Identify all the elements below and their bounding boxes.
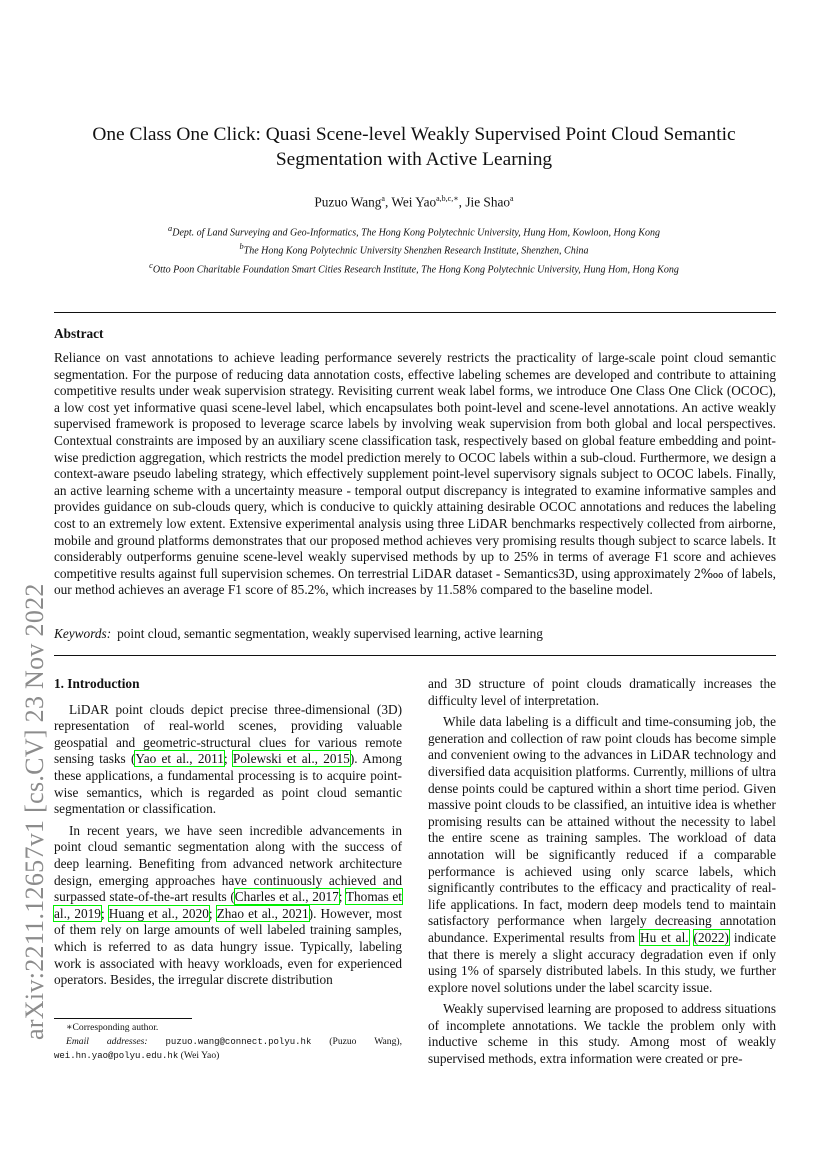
citation-link[interactable]: Yao et al., 2011 (135, 751, 224, 767)
citation-link[interactable]: Zhao et al., 2021 (216, 905, 309, 921)
paragraph: While data labeling is a difficult and time-consuming job, the generation and collection of raw point clouds has become simple and convenient owing to the advances in LiDAR technology and diversified data acquisition platforms. Currently, millions of ultra dense points could be captured within a short time period. Given massive point clouds to be classified, an intuitive idea is whether promising results can be attained without the necessity to label the entire scene as training samples. The workload of data annotation will be significantly reduced if a comparable performance is achieved using only scarce labels, which significantly contributes to the efficacy and practicality of real-life applications. In fact, modern deep models tend to maintain satisfactory performance when largely decreasing annotation abundance. Experimental results from Hu et al. (2022) indicate that there is merely a slight accuracy degradation even if only using 1% of sparsely distributed labels. In this study, we further explore novel solutions under the label scarcity issue. (428, 714, 776, 995)
citation-link[interactable]: Huang et al., 2020 (108, 905, 209, 921)
paragraph: LiDAR point clouds depict precise three-dimensional (3D) representation of real-world scenes, providing valuable geospatial and geometric-structural clues for various remote sensing tasks (Yao et al., 2011; Polewski et al., 2015). Among these applications, a fundamental processing is to acquire point-wise semantics, which is regarded as point cloud semantic segmentation or classification. (54, 701, 403, 817)
author-name: Puzuo Wang (314, 194, 382, 210)
abstract-body: Reliance on vast annotations to achieve leading performance severely restricts the practicality of large-scale point cloud semantic segmentation. For the purpose of reducing data annotation costs, effective labeling schemes are developed and contribute to attaining competitive results under weak supervision strategy. Revisiting current weak label forms, we introduce One Class One Click (OCOC), a low cost yet informative quasi scene-level label, which encapsulates both point-level and scene-level annotations. An active weakly supervised framework is proposed to leverage scarce labels by involving weak supervision from both global and local perspectives. Contextual constraints are imposed by an auxiliary scene classification task, respectively based on global feature embedding and point-wise prediction aggregation, which restricts the model prediction merely to OCOC labels within a sub-cloud. Furthermore, we design a context-aware pseudo labeling strategy, which effectively supplement point-level supervisory signals subject to OCOC labels. Finally, an active learning scheme with a uncertainty measure - temporal output discrepancy is integrated to examine informative samples and provides guidance on sub-clouds query, which is conducive to quickly attaining desirable OCOC annotations and reduces the labeling cost to an extremely low extent. Extensive experimental analysis using three LiDAR benchmarks respectively collected from airborne, mobile and ground platforms demonstrates that our proposed method achieves very promising results though subject to scarce labels. It considerably outperforms genuine scene-level weakly supervised methods by up to 25% in terms of average F1 score and achieves competitive results against full supervision schemes. On terrestrial LiDAR dataset - Semantics3D, using approximately 2‱ of labels, our method achieves an average F1 score of 85.2%, which increases by 11.58% compared to the baseline model. (54, 350, 776, 598)
abstract-heading: Abstract (54, 326, 104, 341)
corresponding-author-note: ∗Corresponding author. (66, 1022, 159, 1033)
author-list: Puzuo Wang$^a$, Wei Yao$^{a,b,c,∗}$, Jie Shao$^a$ (314, 194, 514, 210)
citation-link[interactable]: Polewski et al., 2015 (232, 751, 350, 767)
email-addresses: Email addresses: puzuo.wang@connect.polyu.hk (Puzuo Wang), wei.hn.yao@polyu.edu.hk (Wei Yao) (54, 1035, 402, 1061)
author-name: Jie Shao (465, 194, 511, 210)
rule-bottom (54, 655, 776, 656)
keywords-label: Keywords: (54, 626, 112, 641)
keywords-list: point cloud, semantic segmentation, weakly supervised learning, active learning (117, 626, 543, 641)
affiliation-a: $^a$Dept. of Land Surveying and Geo-Informatics, The Hong Kong Polytechnic University, Hung Hom, Kowloon, Hong Kong (168, 224, 660, 239)
paragraph: Weakly supervised learning are proposed to address situations of incomplete annotations. We tackle the problem only with inductive scheme in this study. Among most of weakly supervised methods, extra information were created or pre- (428, 1001, 776, 1067)
paragraph: and 3D structure of point clouds dramatically increases the difficulty level of interpretation. (428, 676, 776, 708)
footnote-rule (54, 1018, 192, 1019)
title-line-1: One Class One Click: Quasi Scene-level Weakly Supervised Point Cloud Semantic (92, 124, 736, 145)
author-affil-mark: a (381, 194, 385, 203)
author-affil-mark: a (510, 194, 514, 203)
arxiv-sidebar-stamp: arXiv:2211.12657v1 [cs.CV] 23 Nov 2022 (20, 583, 49, 1040)
citation-link[interactable]: (2022) (693, 929, 729, 945)
right-column (428, 676, 776, 1068)
affiliation-b: $^b$The Hong Kong Polytechnic University Shenzhen Research Institute, Shenzhen, China (239, 242, 589, 257)
footnote (54, 1021, 402, 1064)
author-name: Wei Yao (391, 194, 437, 210)
left-column (54, 676, 402, 989)
citation-link[interactable]: Hu et al. (640, 929, 689, 945)
paper-title (70, 122, 758, 172)
email-link[interactable]: wei.hn.yao@polyu.edu.hk (54, 1051, 179, 1061)
section-heading: 1. Introduction (54, 676, 140, 691)
email-link[interactable]: puzuo.wang@connect.polyu.hk (165, 1036, 312, 1047)
keywords (54, 626, 543, 642)
affiliations (60, 222, 768, 277)
affiliation-c: $^c$Otto Poon Charitable Foundation Smart Cities Research Institute, The Hong Kong Polytechnic University, Hung Hom, Hong Kong (149, 260, 679, 275)
rule-top (54, 312, 776, 313)
title-line-2: Segmentation with Active Learning (275, 149, 553, 170)
citation-link[interactable]: Thomas et al., 2019 (54, 889, 402, 921)
author-affil-mark: a,b,c,∗ (436, 194, 459, 203)
citation-link[interactable]: Charles et al., 2017 (234, 889, 339, 905)
paragraph: In recent years, we have seen incredible advancements in point cloud semantic segmentation along with the success of deep learning. Benefiting from advanced network architecture design, emerging approaches have continuously achieved and surpassed state-of-the-art results (Charles et al., 2017; Thomas et al., 2019; Huang et al., 2020; Zhao et al., 2021). However, most of them rely on large amounts of well labeled training samples, which is referred to as data hungry issue. Typically, labeling work is associated with heavy workloads, even for experienced operators. Besides, the irregular discrete distribution (54, 822, 402, 988)
